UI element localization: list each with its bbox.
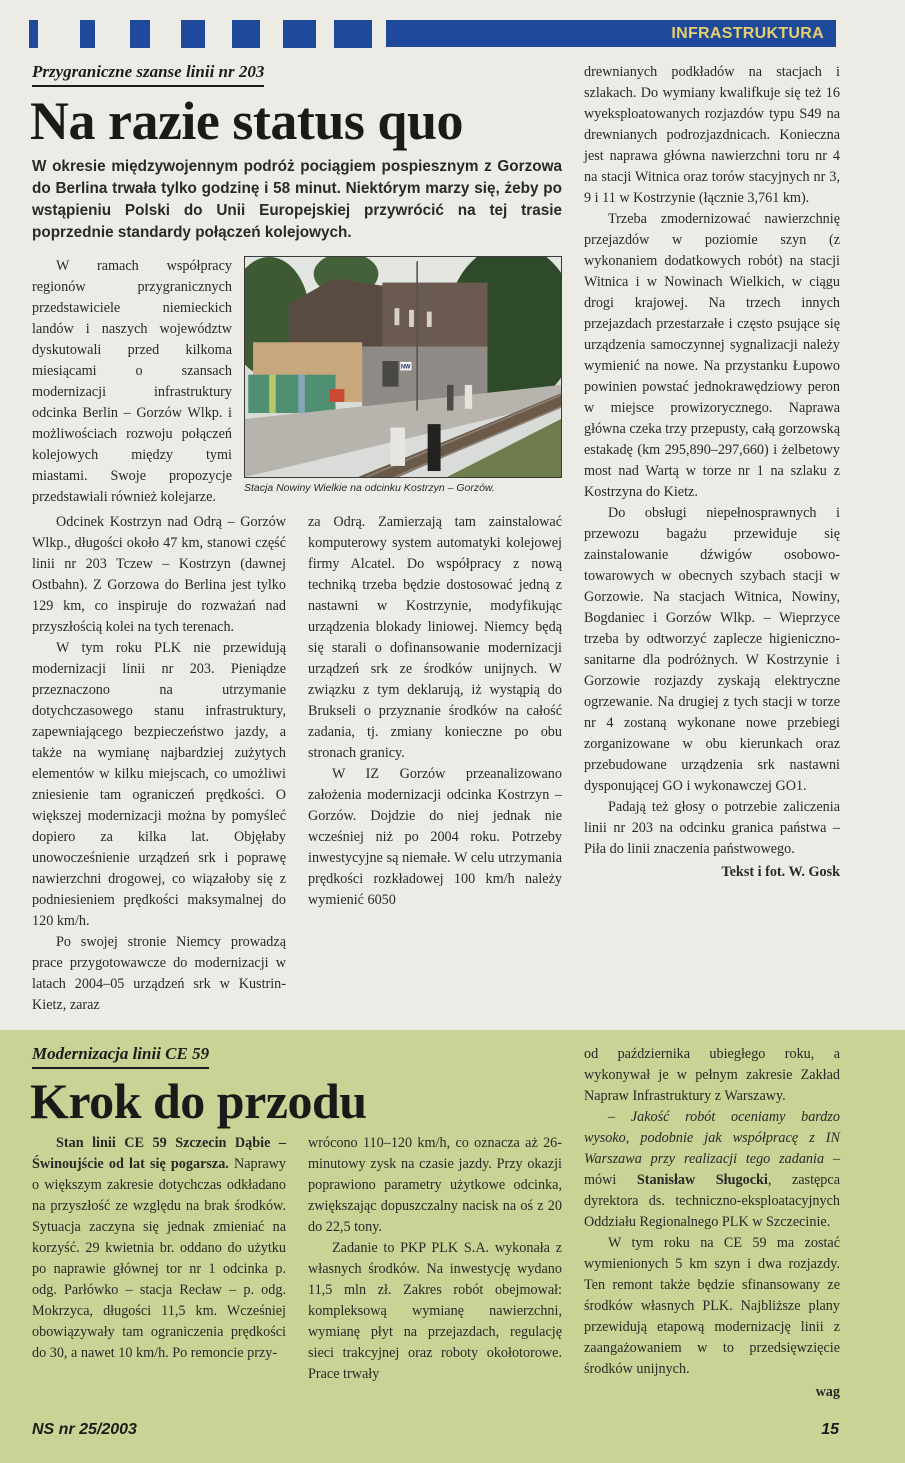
section-bar xyxy=(386,20,836,47)
header-square xyxy=(80,20,95,48)
article2-side-area xyxy=(584,1044,840,1403)
paragraph: za Odrą. Zamierzają tam zainstalować komputerowy system automatyki kolejowej firmy Alcatel. Do współpracy z nową techniką trzeba będzie dostosować jedną z nastawni w Kostrzynie, modyfikując urządzenia blokady liniowej. Niemcy będą się starali o dofinansowanie modernizacji urządzeń srk ze środków unijnych. W związku z tym deklarują, iż wystąpią do Brukseli o przyznanie środków na całość zadania, tj. zmiany konieczne po obu stronach granicy. xyxy=(308,513,562,761)
paragraph: Odcinek Kostrzyn nad Odrą – Gorzów Wlkp., długości około 47 km, stanowi część linii nr 203 Tczew – Kostrzyn (dawnej Ostbahn). Z Gorzowa do Berlina jest tylko 129 km, co inspiruje do rozważań nad przyszłością kolei na tych terenach. xyxy=(32,513,286,635)
station-sign: NW xyxy=(400,364,411,371)
paragraph xyxy=(584,1107,840,1233)
paragraph: Do obsługi niepełnosprawnych i przewozu bagażu przewiduje się zainstalowanie dźwigów osobowo-towarowych w obecnych szybach stacji w Gorzowie. Na stacjach Witnica, Nowiny, Bogdaniec i Gorzów Wlkp. – Wieprzyce trzeba by odtworzyć zaplecze higieniczno-sanitarne dla podróżnych. W Kostrzynie i Gorzowie rozjazdy zyskają elektryczne ogrzewanie. Na drugiej z tych stacji w torze nr 4 zostaną wykonane nowe przebiegi zorganizowane w obu kierunkach oraz przebudowane urządzenia srk nastawni dysponującej GO i wykonawczej GO1. xyxy=(584,505,840,794)
page-number: 15 xyxy=(821,1420,839,1438)
header-square xyxy=(232,20,260,48)
article1-lead: W okresie międzywojennym podróż pociągiem pospiesznym z Gorzowa do Berlina trwała tylko godzinę i 58 minut. Niektórym marzy się, żeby po wstąpieniu Polski do Unii Europejskiej przywrócić na tej trasie poprzednie standardy połączeń kolejowych. xyxy=(32,157,562,241)
header-square xyxy=(130,20,150,48)
article1-title: Na razie status quo xyxy=(30,91,463,151)
article1-column-2 xyxy=(308,512,562,911)
photo-caption: Stacja Nowiny Wielkie na odcinku Kostrzyn – Gorzów. xyxy=(244,481,495,494)
article1 xyxy=(0,62,905,1030)
paragraph: od października ubiegłego roku, a wykonywał je w pełnym zakresie Zakład Napraw Infrastruktury z Warszawy. xyxy=(584,1045,840,1104)
article2 xyxy=(0,1030,905,1415)
article2-column-1 xyxy=(32,1133,286,1364)
paragraph: W IZ Gorzów przeanalizowano założenia modernizacji odcinka Kostrzyn – Gorzów. Dojdzie do niej jednak nie wcześniej niż po 2004 roku. Potrzeby inwestycyjne są niemałe. W celu utrzymania prędkości rozkładowej 100 km/h należy wymienić 6050 xyxy=(308,765,562,908)
paragraph: Zadanie to PKP PLK S.A. wykonała z własnych środków. Na inwestycję wydano 11,5 mln zł. Zakres robót obejmował: kompleksową wymianę nawierzchni, wymianę płyt na przejazdach, regulację sieci trakcyjnej oraz roboty okołotorowe. Prace trwały xyxy=(308,1240,562,1383)
bold-lead: Stan linii CE 59 Szczecin Dąbie – Świnoujście od lat się pogarsza. xyxy=(32,1135,286,1173)
photo-block xyxy=(244,256,562,495)
paragraph: drewnianych podkładów na stacjach i szlakach. Do wymiany kwalifkuje się też 16 wyeksploatowanych rozjazdów typu S49 na drewnianych podrozjazdnicach. Konieczna jest naprawa główna nawierzchni toru nr 4 na stacji Witnica oraz torów stacyjnych nr 3, 9 i 11 w Kostrzynie (łącznie 3,761 km). xyxy=(584,64,840,206)
article1-main-area xyxy=(32,62,562,1016)
quote: – Jakość robót oceniamy bardzo wysoko, podobnie jak współpracę z IN Warszawa przy realizacji tego zadania xyxy=(584,1108,840,1167)
article1-column-1 xyxy=(32,256,232,508)
paragraph: Trzeba zmodernizować nawierzchnię przejazdów w poziomie szyn (z wykonaniem dodatkowych robót) na stacji Witnica i w Nowinach Wielkich, w ciągu drogi krajowej. Na trzech innych przejazdach przestarzałe i często psujące się urządzenia samoczynnej sygnalizacji należy wymienić na nowe. Na przystanku Łupowo powinien powstać jednokrawędziowy peron w miejsce prowizorycznego. Naprawa główna czeka trzy przepusty, całą gorzowską estakadę (km 295,890–297,660) i żelbetowy most nad Wartą w torze nr 1 na szlaku z Kostrzyna do Kietz. xyxy=(584,211,840,500)
page-footer xyxy=(0,1415,905,1463)
article1-layout xyxy=(32,62,840,1016)
paragraph-text: Naprawy o większym zakresie dotychczas odkładano na przyszłość ze względu na brak środków. Sytuacja zaczyna się jednak zmieniać na korzyść. 29 kwietnia br. oddano do użytku po naprawie głównej tor nr 1 odcinka p. odg. Parłówko – stacja Recław – p. odg. Mokrzyca, długości 11,5 km. Wcześniej obowiązywały tam ograniczenia prędkości do 30, a nawet 10 km/h. Po remoncie przy- xyxy=(32,1156,287,1362)
article1-kicker: Przygraniczne szanse linii nr 203 xyxy=(32,62,264,87)
header-square xyxy=(29,20,38,48)
paragraph: W tym roku na CE 59 ma zostać wymienionych 5 km szyn i dwa rozjazdy. Ten remont także będzie sfinansowany ze środków własnych PLK. Najbliższe plany przewidują etapową modernizację linii z zaangażowaniem w to przedsięwzięcie środków unijnych. xyxy=(584,1234,840,1377)
article2-left-columns xyxy=(32,1133,562,1385)
role-text: , zastępca dyrektora ds. techniczno-eksploatacyjnych Oddziału Regionalnego PLK w Szczecinie. xyxy=(584,1171,840,1230)
article1-column-1-cont xyxy=(32,512,286,1016)
paragraph: Po swojej stronie Niemcy prowadzą prace przygotowawcze do modernizacji w latach 2004–05 urządzeń srk w Kustrin-Kietz, zaraz xyxy=(32,933,286,1013)
article2-byline: wag xyxy=(815,1383,840,1400)
paragraph: W ramach współpracy regionów przygranicznych przedstawiciele niemieckich landów i naszych województw dyskutowali przed kilkoma miesiącami o szansach modernizacji infrastruktury odcinka Berlin – Gorzów Wlkp. i możliwościach rozwoju połączeń kolejowych między tymi miastami. Swoje propozycje przedstawiali również kolejarze. xyxy=(32,257,232,505)
station-photo xyxy=(244,256,562,478)
article2-layout xyxy=(32,1044,840,1403)
says-text: – mówi xyxy=(584,1150,840,1188)
article1-bottom-row xyxy=(32,512,562,1016)
paragraph: Padają też głosy o potrzebie zaliczenia linii nr 203 na odcinku granica państwa – Piła do linii znaczenia państwowego. xyxy=(584,799,840,857)
paragraph: W tym roku PLK nie przewidują modernizacji linii nr 203. Pieniądze przeznaczono na utrzymanie dotychczasowego stanu infrastruktury, zapewniającego bezpieczeństwo jazdy, a także na wymianę najbardziej zużytych elementów w kilku miejscach, co umożliwi zniesienie tam ograniczeń prędkości. O większej modernizacji można by pomyśleć dopiero za kilka lat. Objęłaby unowocześnienie urządzeń srk i poprawę nawierzchni drogowej, co wiązałoby się z podniesieniem prędkości maksymalnej do 120 km/h. xyxy=(32,639,286,929)
header-square xyxy=(334,20,372,48)
article1-column-3 xyxy=(584,62,840,883)
station-photo-image xyxy=(245,257,561,477)
person-name: Stanisław Sługocki xyxy=(636,1171,768,1188)
paragraph xyxy=(32,1133,286,1364)
article1-top-row xyxy=(32,256,562,508)
paragraph: wrócono 110–120 km/h, co oznacza aż 26-minutowy zysk na czasie jazdy. Przy okazji poprawiono parametry użytkowe odcinka, zwiększając dopuszczalny nacisk na oś z 20 do 22,5 tony. xyxy=(308,1135,562,1236)
article2-kicker: Modernizacja linii CE 59 xyxy=(32,1044,209,1069)
article1-byline: Tekst i fot. W. Gosk xyxy=(721,864,840,880)
issue-number: NS nr 25/2003 xyxy=(32,1420,137,1438)
header-decoration xyxy=(0,0,905,62)
header-square xyxy=(181,20,205,48)
article1-side-area xyxy=(584,62,840,883)
section-label: INFRASTRUKTURA xyxy=(671,24,824,42)
article2-main-area xyxy=(32,1044,562,1386)
header-square xyxy=(283,20,316,48)
article2-column-3 xyxy=(584,1044,840,1403)
article2-column-2 xyxy=(308,1133,562,1385)
article2-title: Krok do przodu xyxy=(30,1072,367,1129)
